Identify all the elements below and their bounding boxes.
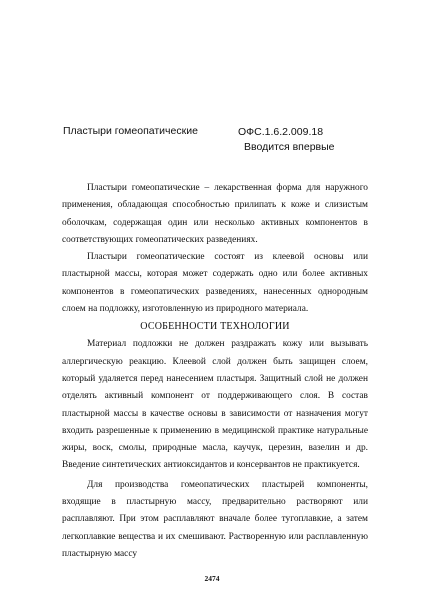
paragraph-technology: Материал подложки не должен раздражать кожу или вызывать аллергическую реакцию. Клеевой слой должен быть защищен слоем, который удаляется перед нанесением пластыря. Защитный слой не должен отделять активный компонент от поддерживающего слоя. В состав пластырной массы в качестве основы в зависимости от назначения могут входить разрешенные к применению в медицинской практике натуральные жиры, воск, смолы, природные масла, каучук, церезин, вазелин и др. Введение синтетических антиоксидантов и консервантов не практикуется. [62, 339, 368, 471]
monograph-code: ОФС.1.6.2.009.18 [238, 126, 324, 138]
paragraph-composition: Пластыри гомеопатические состоят из клеевой основы или пластырной массы, которая может содержать одно или более активных компонентов в гомеопатических разведениях, нанесенных однородным слоем на подложку, изготовленную из природного материала. [62, 252, 368, 315]
section-heading: ОСОБЕННОСТИ ТЕХНОЛОГИИ [140, 321, 290, 333]
page-number: 2474 [204, 574, 220, 583]
paragraph-definition: Пластыри гомеопатические – лекарственная форма для наружного применения, обладающая способностью прилипать к коже и слизистым оболочкам, содержащая один или несколько активных компонентов в соответствующих гомеопатических разведениях. [62, 183, 368, 245]
paragraph-production: Для производства гомеопатических пластырей компоненты, входящие в пластырную массу, предварительно растворяют или расплавляют. При этом расплавляют вначале более тугоплавкие, а затем легкоплавкие вещества и их смешивают. Растворенную или расплавленную пластырную массу [62, 479, 368, 559]
monograph-status: Вводится впервые [244, 141, 335, 153]
monograph-title: Пластыри гомеопатические [63, 125, 198, 137]
document-body [62, 180, 368, 563]
monograph-header-info [238, 125, 368, 155]
